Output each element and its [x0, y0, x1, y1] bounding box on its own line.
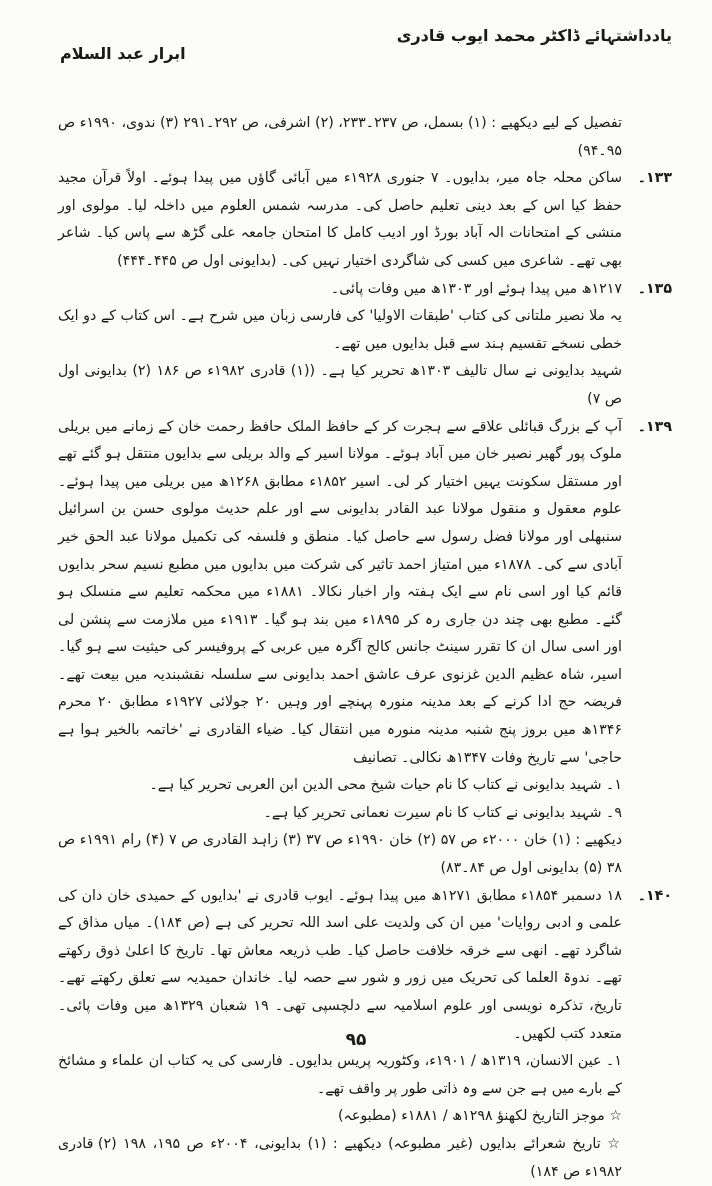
page-number: ۹۵ [345, 1030, 367, 1050]
footnote-text: یہ ملا نصیر ملتانی کی کتاب 'طبقات الاولیا' کی فارسی زبان میں شرح ہے۔ اس کتاب کے دو ایک خطی نسخے تقسیم ہند سے قبل بدایوں میں تھے۔ [58, 308, 622, 352]
footnote-text: آپ کے بزرگ قبائلی علاقے سے ہجرت کر کے حافظ الملک حافظ رحمت خان کے زمانے میں بریلی ملوک پور گھیر نصیر خان میں آباد ہوئے۔ مولانا اسیر کے والد بریلی سے بدایوں منتقل ہو گئے تھے اور مستقل سکونت یہیں اختیار کر لی۔ اسیر ۱۸۵۲ء مطابق ۱۲۶۸ھ میں بریلی میں پیدا ہوئے۔ علوم معقول و منقول مولانا عبد القادر بدایونی سے اور علم حدیث مولوی حسن بن اسرائیل سنبھلی اور مولانا فضل رسول سے حاصل کیا۔ منطق و فلسفہ کی تکمیل مولانا عبد الحق خیر آبادی سے کی۔ ۱۸۷۸ء میں امتیاز احمد تاثیر کی شرکت میں بدایوں میں مطبع نسیم سحر بدایوں قائم کیا اور اسی نام سے ایک ہفتہ وار اخبار نکالا۔ ۱۸۸۱ء میں محکمہ تعلیم سے منسلک ہو گئے۔ مطبع بھی چند دن جاری رہ کر ۱۸۹۵ء میں بند ہو گیا۔ ۱۹۱۳ء میں ملازمت سے پنشن لی اور اسی سال ان کا تقرر سینٹ جانس کالج آگرہ میں عربی کے پروفیسر کی حیثیت سے ہو گیا۔ اسیر، شاہ عظیم الدین غزنوی عرف عاشق احمد بدایونی سے سلسلہ نقشبندیہ میں بیعت تھے۔ فریضہ حج ادا کرنے کے بعد مدینہ منورہ پہنچے اور وہیں ۲۰ جولائی ۱۹۲۷ء مطابق ۲۰ محرم ۱۳۴۶ھ میں بروز پنج شنبہ مدینہ منورہ میں انتقال کیا۔ ضیاء القادری نے 'خاتمہ بالخیر ہوا ہے حاجی' سے تاریخ وفات ۱۳۴۷ھ نکالی۔ تصانیف [58, 418, 622, 766]
footnote-133 [58, 165, 672, 275]
footnote-text: شہید بدایونی نے سال تالیف ۱۳۰۳ھ تحریر کیا ہے۔ ((۱) قادری ۱۹۸۲ء ص ۱۸۶ (۲) بدایونی اول ص ۷) [58, 363, 623, 407]
footnote-139 [58, 414, 672, 883]
intro-reference [58, 110, 672, 165]
intro-text: تفصیل کے لیے دیکھیے : (۱) بسمل، ص ۲۳۷۔۲۳۳، (۲) اشرفی، ص ۲۹۲۔۲۹۱ (۳) ندوی، ۱۹۹۰ء ص ۹۵۔۹۴) [58, 115, 622, 159]
list-item: ۱۔ شہید بدایونی نے کتاب کا نام حیات شیخ محی الدین ابن العربی تحریر کیا ہے۔ [149, 777, 622, 794]
footnote-text: ۱۸ دسمبر ۱۸۵۴ء مطابق ۱۲۷۱ھ میں پیدا ہوئے۔ ایوب قادری نے 'بدایوں کے حمیدی خان دان کی علمی و ادبی روایات' میں ان کی ولدیت علی اسد اللہ تحریر کی ہے (ص ۱۸۴)۔ میاں مذاق کے شاگرد تھے۔ انھی سے خرقہ خلافت حاصل کیا۔ طب ذریعہ معاش تھا۔ تاریخ کا اعلیٰ ذوق رکھتے تھے۔ ندوۃ العلما کی تحریک میں زور و شور سے حصہ لیا۔ خاندان حمیدیہ سے تعلق رکھتے تھے۔ تاریخ، تذکرہ نویسی اور علوم اسلامیہ سے دلچسپی تھی۔ ۱۹ شعبان ۱۳۲۹ھ میں وفات پائی۔ متعدد کتب لکھیں۔ [58, 887, 622, 1042]
running-title: یادداشتہائے ڈاکٹر محمد ایوب قادری [396, 26, 672, 45]
list-item: ۹۔ شہید بدایونی نے کتاب کا نام سیرت نعمانی تحریر کیا ہے۔ [263, 804, 622, 821]
footnote-number: ۱۳۵۔ [637, 280, 672, 297]
footnote-135 [58, 276, 672, 414]
list-item: ☆ تاریخ شعرائے بدایوں (غیر مطبوعہ) دیکھیے : (۱) بدایونی، ۲۰۰۴ء ص ۱۹۵، ۱۹۸ (۲) قادری ۱۹۸۲ء ص ۱۸۴) [58, 1135, 622, 1180]
footnote-number: ۱۴۰۔ [637, 887, 672, 904]
footnote-number: ۱۳۹۔ [637, 418, 672, 435]
footnote-text: ساکن محلہ جاہ میر، بدایوں۔ ۷ جنوری ۱۹۲۸ء میں آبائی گاؤں میں پیدا ہوئے۔ اولاً قرآن مجید حفظ کیا اس کے بعد دینی تعلیم حاصل کی۔ مدرسہ شمس العلوم میں داخلہ لیا۔ مولوی اور منشی کے امتحانات الہ آباد بورڈ اور ادیب کامل کا امتحان جامعہ علی گڑھ سے پاس کیا۔ شاعر بھی تھے۔ شاعری میں کسی کی شاگردی اختیار نہیں کی۔ (بدایونی اول ص ۴۴۵۔۴۴۴) [58, 170, 622, 269]
references: دیکھیے : (۱) خان ۲۰۰۰ء ص ۵۷ (۲) خان ۱۹۹۰ء ص ۳۷ (۳) زاہد القادری ص ۷ (۴) رام ۱۹۹۱ء ص ۳۸ (۵) بدایونی اول ص ۸۴۔۸۳) [58, 832, 623, 877]
author-name: ابرار عبد السلام [60, 44, 186, 63]
page-body [58, 110, 672, 1186]
list-item: ۱۔ عین الانسان، ۱۳۱۹ھ / ۱۹۰۱ء، وکٹوریہ پریس بدایوں۔ فارسی کی یہ کتاب ان علماء و مشائخ کے بارے میں ہے جن سے وہ ذاتی طور پر واقف تھے۔ [58, 1053, 622, 1097]
list-item: ☆ موجز التاریخ لکھنؤ ۱۲۹۸ھ / ۱۸۸۱ء (مطبوعہ) [338, 1108, 622, 1125]
footnote-text: ۱۲۱۷ھ میں پیدا ہوئے اور ۱۳۰۳ھ میں وفات پائی۔ [330, 280, 622, 297]
footnote-number: ۱۳۳۔ [637, 170, 672, 187]
page-header [60, 26, 672, 70]
